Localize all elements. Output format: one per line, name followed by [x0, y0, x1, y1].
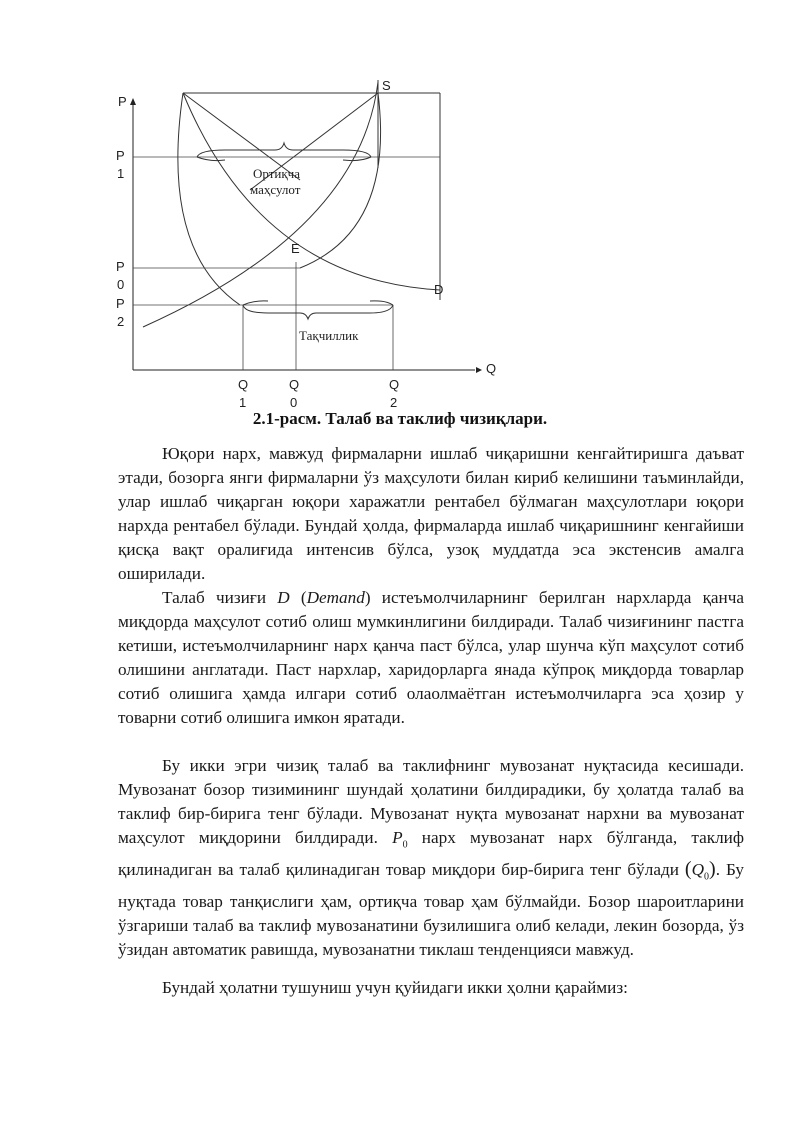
q0-symbol: $(Q_0)$: [684, 858, 716, 883]
q1-label-top: Q: [238, 377, 249, 392]
p0-label-top: P: [116, 259, 125, 274]
shortage-label: Тақчиллик: [299, 328, 359, 343]
surplus-brace-under: [197, 157, 371, 161]
p0-label-bottom: 0: [117, 277, 125, 292]
p1-label-top: P: [116, 148, 125, 163]
q0-label-top: Q: [289, 377, 300, 392]
q1-label-bottom: 1: [239, 395, 247, 410]
p3-text-b: нарх мувозанат нарх бўлганда, таклиф қилинадиган ва талаб қилинадиган товар миқдори бир-бирига тенг бўлади: [118, 828, 744, 880]
paragraph-3: [118, 754, 744, 962]
p2-text-a: Талаб чизиғи: [162, 588, 267, 607]
supply-demand-figure: [0, 0, 800, 440]
left-arc: [178, 93, 240, 305]
supply-label: S: [382, 78, 391, 93]
surplus-brace: [197, 143, 371, 157]
paragraph-2: [118, 586, 744, 730]
p2-label-top: P: [116, 296, 125, 311]
p0-symbol: $P_0$: [392, 828, 408, 851]
demand-symbol: D: [277, 588, 290, 607]
shortage-brace-top: [243, 301, 393, 305]
axis-x-label: Q: [486, 361, 497, 376]
x-axis-arrow: [476, 367, 482, 373]
p2-open-paren: (: [300, 588, 307, 607]
surplus-label-line1: Ортиқча: [253, 166, 300, 181]
demand-curve: [183, 93, 440, 290]
p3-text-a: Бу икки эгри чизиқ талаб ва таклифнинг мувозанат нуқтасида кесишади. Мувозанат бозор тизимининг шундай ҳолатини билдирадики, бу ҳолатда талаб ва таклиф бир-бирига тенг бўлади. Мувозанат нуқта мувозанат нархни ва мувозанат маҳсулот миқдорини билдиради.: [118, 756, 744, 847]
q2-label-top: Q: [389, 377, 400, 392]
p2-text-c: ) истеъмолчиларнинг берилган нархларда қанча миқдорда маҳсулот сотиб олиш мумкинлигини билдиради. Талаб чизиғининг пастга кетиши, истеъмолчиларнинг нарх қанча паст бўлса, улар шунча кўп маҳсулот сотиб олишини англатади. Паст нархлар, харидорларга янада кўпроқ миқдорда товарлар сотиб олишига ҳамда илгари сотиб олаолмаётган истеъмолчиларга эса ҳозир у товарни сотиб олишига имкон яратади.: [118, 588, 745, 727]
p3-text-c: . Бу нуқтада товар танқислиги ҳам, ортиқча товар ҳам бўлмайди. Бозор шароитларини ўзгариши талаб ва таклиф мувозанатини бузилишига олиб келади, лекин бозорда, ўз ўзидан автоматик равишда, мувозанатни тиклаш тенденцияси мавжуд.: [118, 860, 745, 959]
equilibrium-label: E: [291, 241, 300, 256]
q0-label-bottom: 0: [290, 395, 298, 410]
axis-y-label: P: [118, 94, 127, 109]
p2-label-bottom: 2: [117, 314, 125, 329]
demand-label: D: [434, 282, 444, 297]
p1-label-bottom: 1: [117, 166, 125, 181]
paragraph-1: Юқори нарх, мавжуд фирмаларни ишлаб чиқаришни кенгайтиришга даъват этади, бозорга янги фирмаларни ўз маҳсулоти билан кириб келишини таъминлайди, улар ишлаб чиқарган юқори харажатли рентабел бўлмаган маҳсулотлари юқори нархда рентабел бўлади. Бундай ҳолда, фирмаларда ишлаб чиқаришнинг кенгайиши қисқа вақт оралиғида интенсив бўлса, узоқ муддатда эса экстенсив амалга оширилади.: [118, 444, 744, 583]
surplus-label-line2: маҳсулот: [250, 182, 301, 197]
q2-label-bottom: 2: [390, 395, 398, 410]
paragraph-4: Бундай ҳолатни тушуниш учун қуйидаги икки ҳолни қараймиз:: [162, 978, 628, 997]
figure-caption: 2.1-расм. Талаб ва таклиф чизиқлари.: [252, 409, 548, 428]
y-axis-arrow: [130, 98, 136, 105]
demand-word: Demand: [306, 588, 365, 607]
supply-curve: [143, 82, 378, 327]
shortage-brace: [243, 305, 393, 319]
